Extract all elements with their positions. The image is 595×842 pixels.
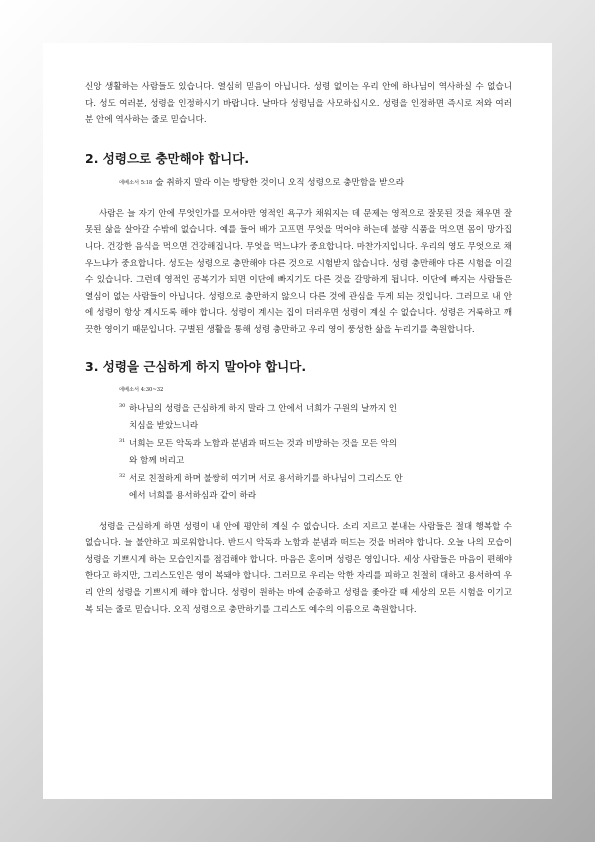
verse-text: 하나님의 성령을 근심하게 하지 말라 그 안에서 너희가 구원의 날까지 인 bbox=[129, 403, 398, 414]
section2-scripture-ref: 에베소서 5:18 bbox=[119, 179, 153, 186]
document-page bbox=[43, 43, 552, 799]
section2-scripture bbox=[119, 176, 512, 190]
verse-text: 치심을 받았느니라 bbox=[129, 420, 199, 431]
section2-heading: 2. 성령으로 충만해야 합니다. bbox=[85, 150, 250, 166]
verse-number: 31 bbox=[119, 437, 126, 444]
verse-number: 30 bbox=[119, 402, 126, 409]
intro-paragraph: 신앙 생활하는 사람들도 있습니다. 열심히 믿음이 아닙니다. 성령 없이는 우리 안에 하나님이 역사하실 수 없습니다. 성도 여러분, 성령을 인정하시기 바랍니다. 날마다 성령님을 사모하십시오. 성령을 인정하면 즉시로 저와 여러분 안에 역사하는 줄로 믿습니다. bbox=[85, 82, 512, 126]
verse-number: 32 bbox=[119, 472, 126, 479]
section3-body: 성령을 근심하게 하면 성령이 내 안에 평안히 계실 수 없습니다. 소리 지르고 분내는 사람들은 절대 행복할 수 없습니다. 늘 불안하고 피로워합니다. 반드시 악독과 노함과 분냄과 떠드는 것을 버려야 합니다. 오늘 나의 모습이 성령을 기쁘시게 하는 모습인지를 점검해야 합니다. 마음은 혼이며 성령은 영입니다. 세상 사람들은 마음이 편해야 한다고 하지만, 그리스도인은 영이 복돼야 합니다. 그러므로 우리는 악한 자리를 피하고 친절히 대하고 용서하여 우리 안의 성령을 기쁘시게 해야 합니다. 성령이 원하는 바에 순종하고 성령을 좇아갈 때 세상의 모든 시험을 이기고 복 되는 줄로 믿습니다. 오직 성령으로 충만하기를 그리스도 예수의 이름으로 축원합니다. bbox=[85, 521, 512, 615]
verse-item bbox=[119, 436, 512, 470]
section3-heading: 3. 성령을 근심하게 하지 말아야 합니다. bbox=[85, 358, 307, 374]
section3-verses bbox=[119, 401, 512, 505]
section3-scripture-ref: 에베소서 4:30~32 bbox=[119, 386, 164, 393]
verse-item bbox=[119, 401, 512, 435]
verse-text: 서로 친절하게 하며 불쌍히 여기며 서로 용서하기를 하나님이 그리스도 안 bbox=[129, 473, 403, 484]
verse-text: 와 함께 버리고 bbox=[129, 455, 185, 466]
verse-text: 너희는 모든 악독과 노함과 분냄과 떠드는 것과 비방하는 것을 모든 악의 bbox=[129, 438, 398, 449]
section2-scripture-text: 술 취하지 말라 이는 방탕한 것이니 오직 성령으로 충만함을 받으라 bbox=[155, 177, 405, 188]
verse-item bbox=[119, 471, 512, 505]
section2-body: 사람은 늘 자기 안에 무엇인가를 모셔야만 영적인 욕구가 채워지는 데 문제는 영적으로 잘못된 것을 채우면 잘못된 삶을 살아갈 수밖에 없습니다. 예를 들어 배가 고프면 무엇을 먹어야 하는데 불량 식품을 먹으면 몸이 망가집니다. 건강한 음식을 먹으면 건강해집니다. 무엇을 먹느냐가 중요합니다. 마찬가지입니다. 우리의 영도 무엇으로 채우느냐가 중요합니다. 성도는 성령으로 충만해야 다른 것으로 시험받지 않습니다. 성령 충만해야 다른 시험을 이길 수 있습니다. 그런데 영적인 공복기가 되면 이단에 빠지기도 다른 것을 갈망하게 됩니다. 이단에 빠지는 사람들은 열심이 없는 사람들이 아닙니다. 성령으로 충만하지 않으니 다른 것에 관심을 두게 되는 것입니다. 그러므로 내 안에 성령이 항상 계시도록 해야 합니다. 성령이 계시는 집이 더러우면 성령이 계실 수 없습니다. 성령은 거룩하고 깨끗한 영이기 때문입니다. 구별된 생활을 통해 성령 충만하고 우리 영이 풍성한 삶을 누리기를 축원합니다. bbox=[85, 208, 512, 335]
verse-text: 에서 너희를 용서하심과 같이 하라 bbox=[129, 490, 257, 501]
